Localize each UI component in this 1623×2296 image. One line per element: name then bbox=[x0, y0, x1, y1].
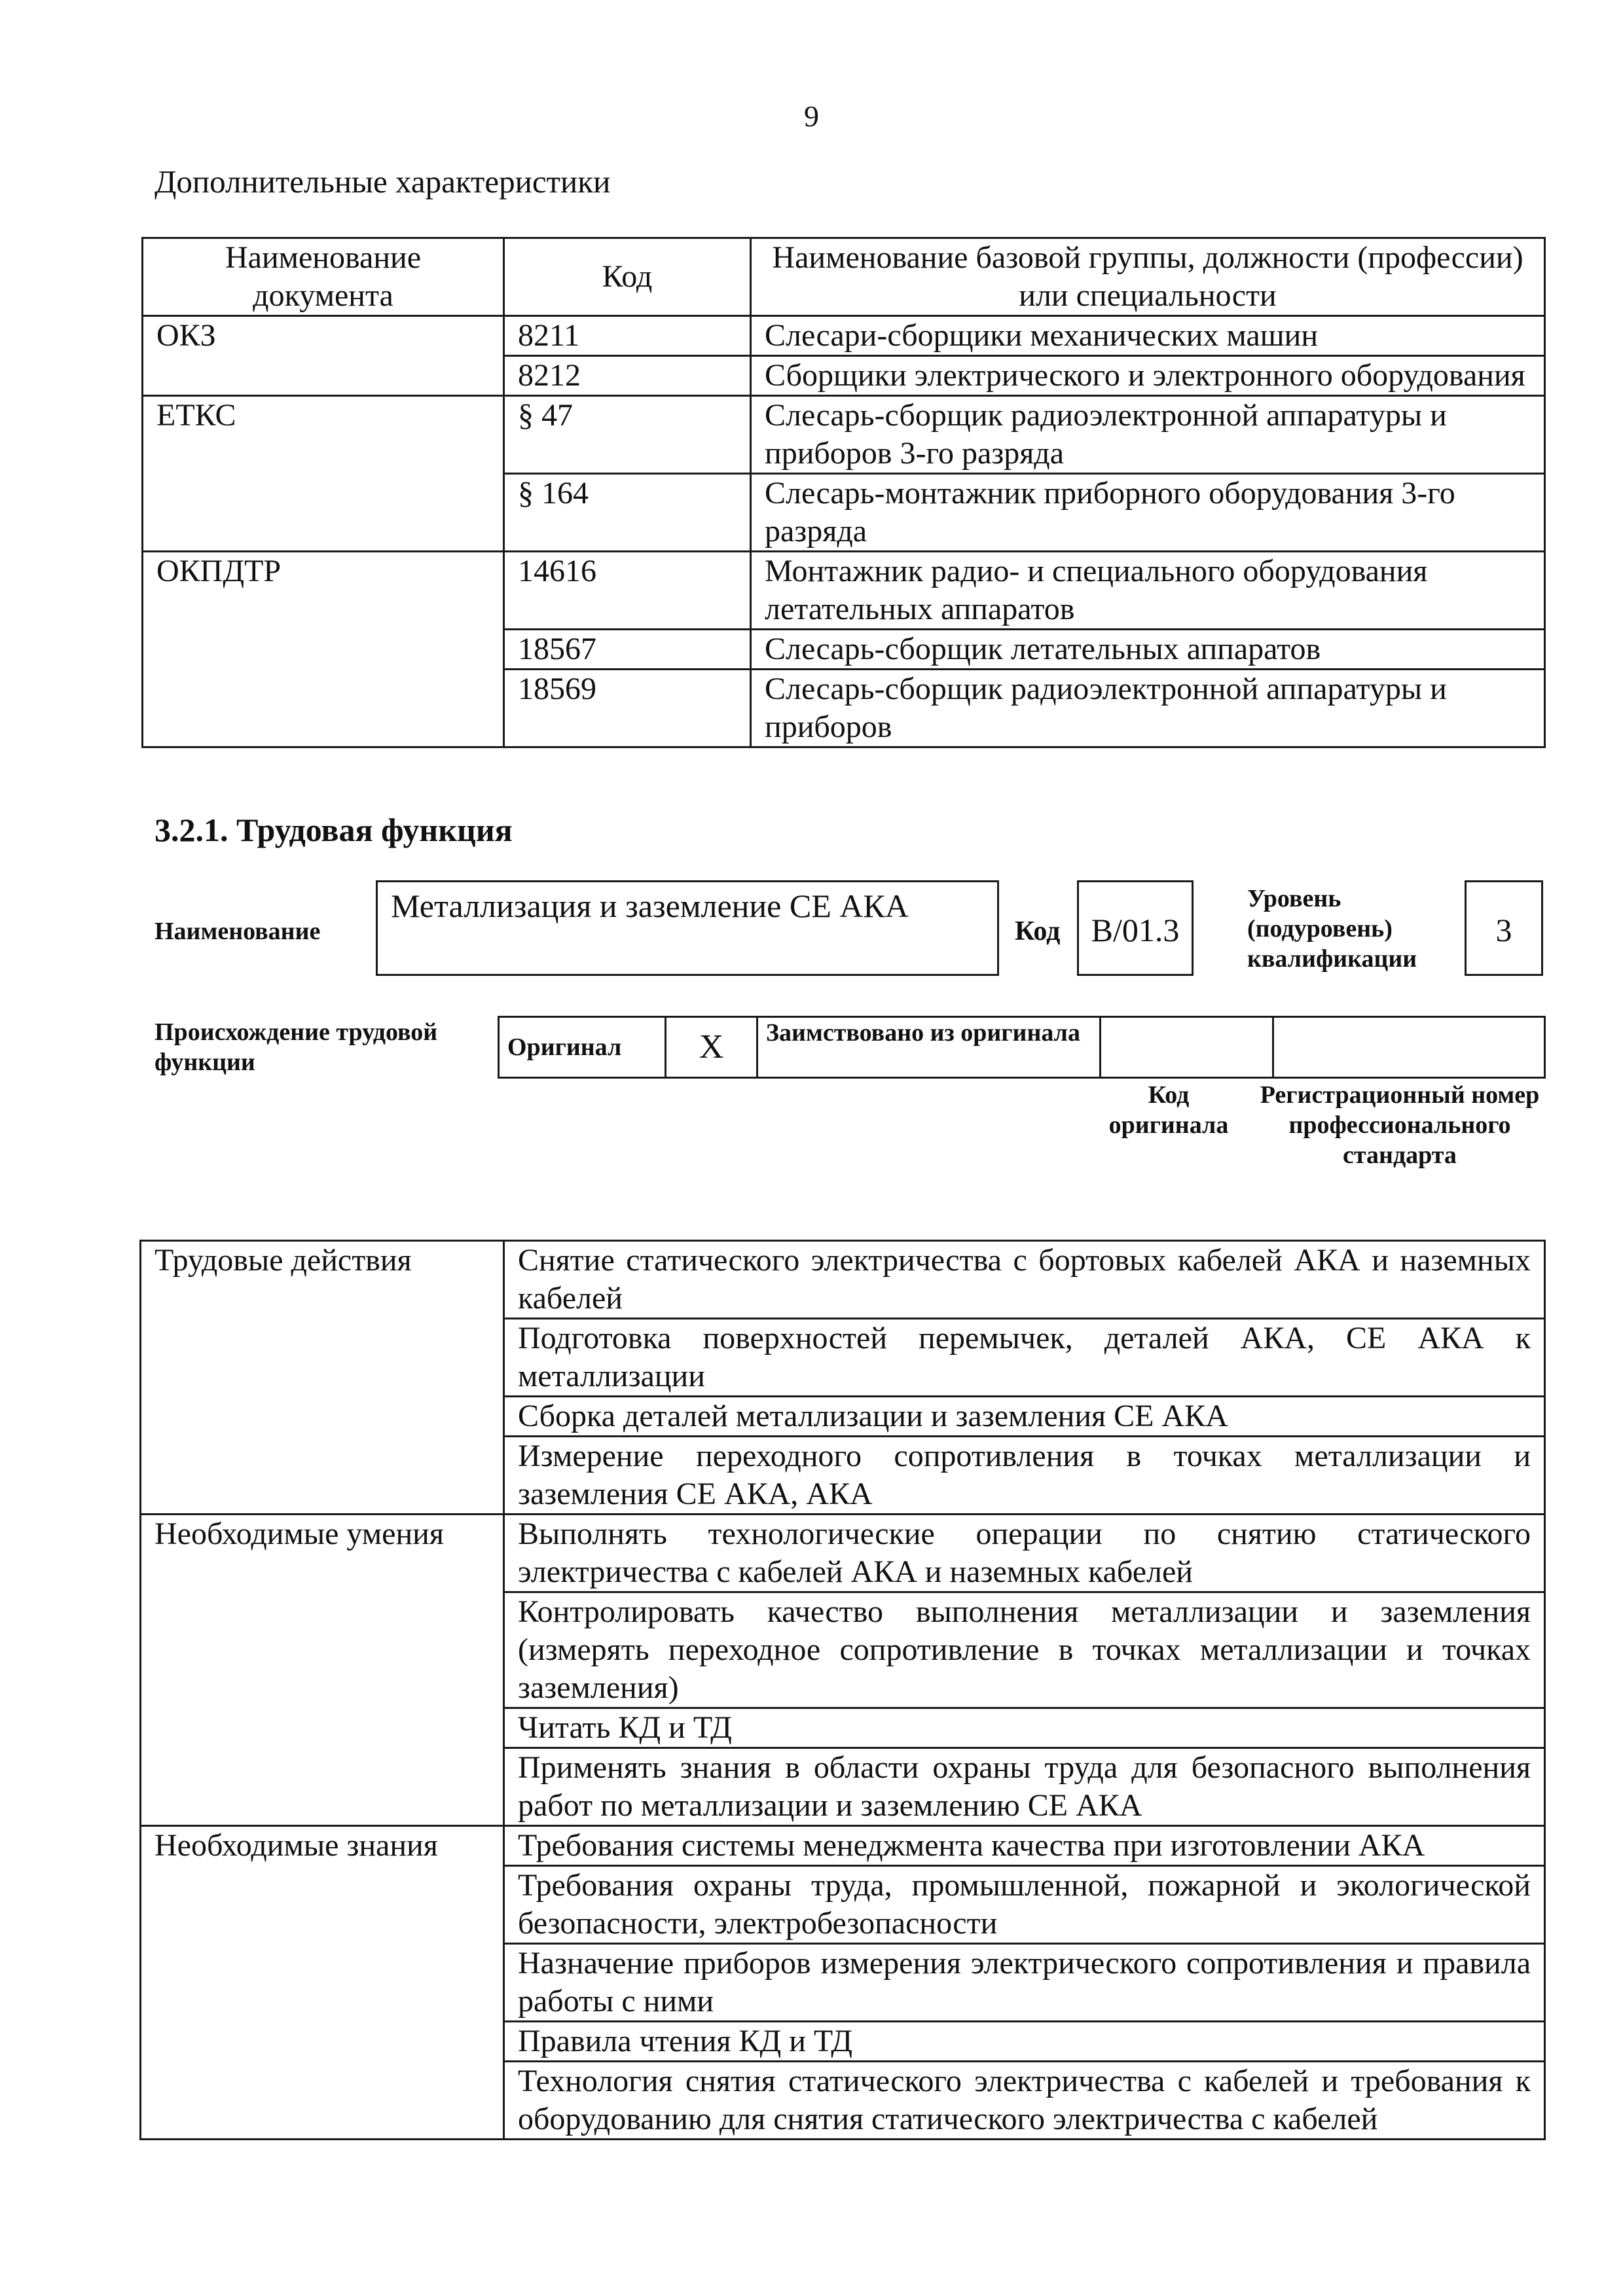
code-cell: 18567 bbox=[504, 630, 751, 670]
additional-characteristics-heading: Дополнительные характеристики bbox=[155, 164, 611, 200]
origin-row bbox=[499, 1017, 1545, 1078]
list-item: Правила чтения КД и ТД bbox=[504, 2022, 1545, 2062]
name-cell: Слесарь-сборщик летательных аппаратов bbox=[751, 630, 1545, 670]
section-title: 3.2.1. Трудовая функция bbox=[155, 812, 513, 848]
list-item: Выполнять технологические операции по снятию статического электричества с кабелей АКА и наземных кабелей bbox=[504, 1515, 1545, 1592]
header-document-name: Наименование документа bbox=[143, 238, 504, 316]
doc-cell-etks: ЕТКС bbox=[143, 396, 504, 552]
name-cell: Слесарь-сборщик радиоэлектронной аппаратуры и приборов 3-го разряда bbox=[751, 396, 1545, 474]
list-item: Контролировать качество выполнения металлизации и заземления (измерять переходное сопротивление в точках металлизации и точках заземления) bbox=[504, 1592, 1545, 1708]
list-item: Сборка деталей металлизации и заземления СЕ АКА bbox=[504, 1397, 1545, 1437]
function-name-box: Металлизация и заземление СЕ АКА bbox=[376, 880, 999, 976]
code-cell: 18569 bbox=[504, 670, 751, 747]
code-label: Код bbox=[1015, 916, 1061, 946]
header-code: Код bbox=[504, 238, 751, 316]
category-labor-actions: Трудовые действия bbox=[141, 1241, 504, 1515]
name-cell: Слесари-сборщики механических машин bbox=[751, 316, 1545, 356]
list-item: Снятие статического электричества с бортовых кабелей АКА и наземных кабелей bbox=[504, 1241, 1545, 1319]
registration-number-caption: Регистрационный номер профессионального стандарта bbox=[1260, 1081, 1540, 1169]
list-item: Измерение переходного сопротивления в точках металлизации и заземления СЕ АКА, АКА bbox=[504, 1437, 1545, 1515]
qualification-level-label: Уровень (подуровень) квалификации bbox=[1247, 885, 1417, 973]
name-cell: Слесарь-монтажник приборного оборудования 3-го разряда bbox=[751, 474, 1545, 552]
function-code-box: B/01.3 bbox=[1077, 880, 1194, 976]
page-number: 9 bbox=[804, 99, 819, 133]
header-group-name: Наименование базовой группы, должности (профессии) или специальности bbox=[751, 238, 1545, 316]
original-label: Оригинал bbox=[499, 1017, 666, 1078]
origin-table bbox=[498, 1016, 1546, 1079]
doc-cell-okpdtr: ОКПДТР bbox=[143, 552, 504, 747]
list-item: Назначение приборов измерения электрического сопротивления и правила работы с ними bbox=[504, 1944, 1545, 2022]
table-row bbox=[143, 396, 1545, 474]
code-cell: § 164 bbox=[504, 474, 751, 552]
table-row bbox=[143, 316, 1545, 356]
original-mark: X bbox=[666, 1017, 757, 1078]
doc-cell-okz: ОКЗ bbox=[143, 316, 504, 396]
original-code-cell bbox=[1101, 1017, 1273, 1078]
code-cell: § 47 bbox=[504, 396, 751, 474]
origin-label: Происхождение трудовой функции bbox=[155, 1018, 438, 1076]
list-item: Технология снятия статического электричества с кабелей и требования к оборудованию для снятия статического электричества с кабелей bbox=[504, 2062, 1545, 2140]
list-item: Требования системы менеджмента качества при изготовлении АКА bbox=[504, 1826, 1545, 1866]
list-item: Читать КД и ТД bbox=[504, 1708, 1545, 1748]
name-cell: Слесарь-сборщик радиоэлектронной аппаратуры и приборов bbox=[751, 670, 1545, 747]
labor-function-table bbox=[139, 1240, 1546, 2140]
table-row bbox=[141, 1515, 1545, 1592]
table-row bbox=[141, 1826, 1545, 1866]
category-required-knowledge: Необходимые знания bbox=[141, 1826, 504, 2140]
original-code-caption: Код оригинала bbox=[1108, 1081, 1229, 1139]
code-cell: 8211 bbox=[504, 316, 751, 356]
qualification-level-box: 3 bbox=[1465, 880, 1543, 976]
table-header-row bbox=[143, 238, 1545, 316]
code-cell: 14616 bbox=[504, 552, 751, 630]
table-row bbox=[141, 1241, 1545, 1319]
additional-characteristics-table bbox=[141, 237, 1546, 748]
list-item: Применять знания в области охраны труда для безопасного выполнения работ по металлизации и заземлению СЕ АКА bbox=[504, 1748, 1545, 1826]
code-cell: 8212 bbox=[504, 356, 751, 396]
name-cell: Сборщики электрического и электронного оборудования bbox=[751, 356, 1545, 396]
name-label: Наименование bbox=[155, 918, 321, 945]
category-required-skills: Необходимые умения bbox=[141, 1515, 504, 1826]
registration-number-cell bbox=[1273, 1017, 1545, 1078]
name-cell: Монтажник радио- и специального оборудования летательных аппаратов bbox=[751, 552, 1545, 630]
list-item: Требования охраны труда, промышленной, пожарной и экологической безопасности, электробезопасности bbox=[504, 1866, 1545, 1944]
list-item: Подготовка поверхностей перемычек, деталей АКА, СЕ АКА к металлизации bbox=[504, 1319, 1545, 1397]
borrowed-label: Заимствовано из оригинала bbox=[757, 1017, 1101, 1078]
table-row bbox=[143, 552, 1545, 630]
